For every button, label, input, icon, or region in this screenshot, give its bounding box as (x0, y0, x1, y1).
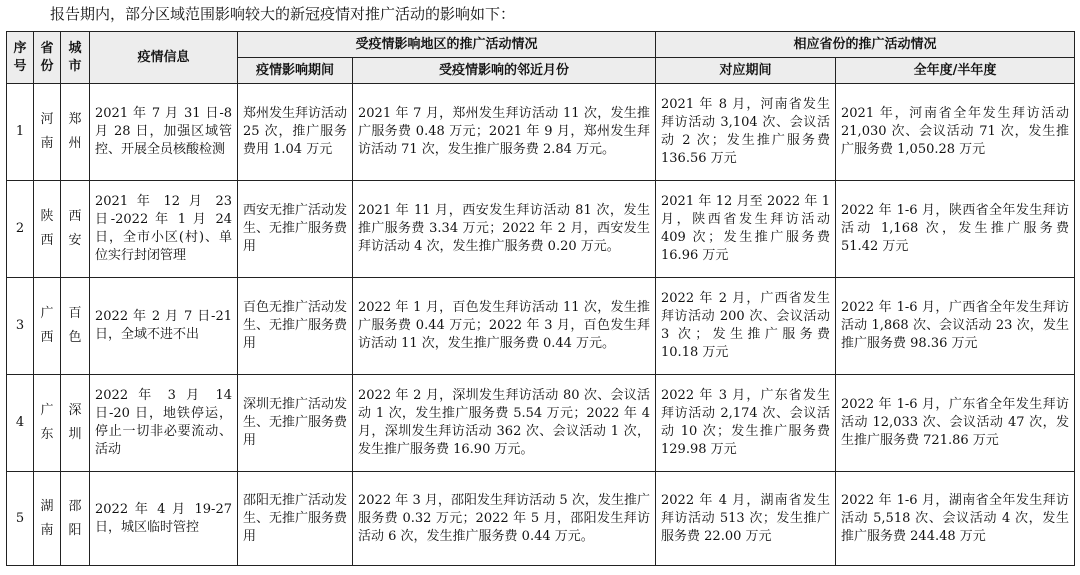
cell-corresponding: 2021 年 12 月至 2022 年 1 月，陕西省发生拜访活动 409 次；发生推广服务费 16.96 万元 (656, 181, 836, 278)
cell-city: 邵阳 (61, 472, 90, 566)
cell-city: 深圳 (61, 375, 90, 472)
cell-seq: 1 (7, 84, 34, 181)
cell-seq: 4 (7, 375, 34, 472)
cell-period: 邵阳无推广活动发生、无推广服务费用 (238, 472, 353, 566)
cell-full-year: 2022 年 1-6 月，陕西省全年发生拜访活动 1,168 次，发生推广服务费 51.42 万元 (836, 181, 1075, 278)
header-seq: 序号 (7, 32, 34, 84)
cell-city: 郑州 (61, 84, 90, 181)
cell-city: 百色 (61, 278, 90, 375)
header-city: 城市 (61, 32, 90, 84)
cell-province: 湖南 (34, 472, 61, 566)
cell-info: 2021 年 7 月 31 日-8 月 28 日，加强区域管控、开展全员核酸检测 (90, 84, 238, 181)
table-row (7, 181, 1075, 278)
cell-corresponding: 2021 年 8 月，河南省发生拜访活动 3,104 次、会议活动 2 次；发生推广服务费 136.56 万元 (656, 84, 836, 181)
cell-period: 郑州发生拜访活动 25 次，推广服务费用 1.04 万元 (238, 84, 353, 181)
cell-seq: 5 (7, 472, 34, 566)
header-epidemic-info: 疫情信息 (90, 32, 238, 84)
cell-corresponding: 2022 年 3 月，广东省发生拜访活动 2,174 次、会议活动 10 次；发生推广服务费 129.98 万元 (656, 375, 836, 472)
cell-province: 广东 (34, 375, 61, 472)
cell-city: 西安 (61, 181, 90, 278)
header-province-group: 相应省份的推广活动情况 (656, 32, 1075, 58)
header-full-year: 全年度/半年度 (836, 58, 1075, 84)
cell-province: 广西 (34, 278, 61, 375)
table-row (7, 84, 1075, 181)
cell-corresponding: 2022 年 2 月，广西省发生拜访活动 200 次、会议活动 3 次；发生推广服务费 10.18 万元 (656, 278, 836, 375)
cell-corresponding: 2022 年 4 月，湖南省发生拜访活动 513 次；发生推广服务费 22.00 万元 (656, 472, 836, 566)
cell-full-year: 2022 年 1-6 月，广西省全年发生拜访活动 1,868 次、会议活动 23 次，发生推广服务费 98.36 万元 (836, 278, 1075, 375)
cell-period: 百色无推广活动发生、无推广服务费用 (238, 278, 353, 375)
table-row (7, 278, 1075, 375)
cell-nearby: 2022 年 1 月，百色发生拜访活动 11 次，发生推广服务费 0.44 万元；2022 年 3 月，百色发生拜访活动 11 次，发生推广服务费 0.44 万元。 (353, 278, 656, 375)
cell-seq: 3 (7, 278, 34, 375)
cell-seq: 2 (7, 181, 34, 278)
epidemic-impact-table (6, 31, 1075, 566)
cell-period: 西安无推广活动发生、无推广服务费用 (238, 181, 353, 278)
cell-full-year: 2022 年 1-6 月，广东省全年发生拜访活动 12,033 次、会议活动 47 次，发生推广服务费 721.86 万元 (836, 375, 1075, 472)
cell-period: 深圳无推广活动发生、无推广服务费用 (238, 375, 353, 472)
cell-info: 2022 年 2 月 7 日-21 日，全域不进不出 (90, 278, 238, 375)
cell-full-year: 2022 年 1-6 月，湖南省全年发生拜访活动 5,518 次、会议活动 4 次，发生推广服务费 244.48 万元 (836, 472, 1075, 566)
header-affected-group: 受疫情影响地区的推广活动情况 (238, 32, 656, 58)
header-province: 省份 (34, 32, 61, 84)
table-row (7, 375, 1075, 472)
cell-info: 2021 年 12 月 23 日-2022 年 1 月 24 日，全市小区(村)、单位实行封闭管理 (90, 181, 238, 278)
cell-nearby: 2022 年 2 月，深圳发生拜访活动 80 次、会议活动 1 次，发生推广服务费 5.54 万元；2022 年 4 月，深圳发生拜访活动 362 次、会议活动 1 次，发生推广服务费 16.90 万元。 (353, 375, 656, 472)
intro-paragraph: 报告期内，部分区域范围影响较大的新冠疫情对推广活动的影响如下： (50, 5, 516, 23)
cell-full-year: 2021 年，河南省全年发生拜访活动 21,030 次、会议活动 71 次，发生推广服务费 1,050.28 万元 (836, 84, 1075, 181)
table-row (7, 472, 1075, 566)
cell-province: 陕西 (34, 181, 61, 278)
header-nearby-months: 受疫情影响的邻近月份 (353, 58, 656, 84)
header-affected-period: 疫情影响期间 (238, 58, 353, 84)
cell-nearby: 2021 年 7 月，郑州发生拜访活动 11 次，发生推广服务费 0.48 万元；2021 年 9 月，郑州发生拜访活动 71 次，发生推广服务费 2.84 万元。 (353, 84, 656, 181)
cell-info: 2022 年 3 月 14 日-20 日，地铁停运，停止一切非必要流动、活动 (90, 375, 238, 472)
cell-nearby: 2021 年 11 月，西安发生拜访活动 81 次，发生推广服务费 3.34 万元；2022 年 2 月，西安发生拜访活动 4 次，发生推广服务费 0.20 万元。 (353, 181, 656, 278)
cell-info: 2022 年 4 月 19-27 日，城区临时管控 (90, 472, 238, 566)
header-corresponding-period: 对应期间 (656, 58, 836, 84)
cell-province: 河南 (34, 84, 61, 181)
cell-nearby: 2022 年 3 月，邵阳发生拜访活动 5 次，发生推广服务费 0.32 万元；2022 年 5 月，邵阳发生拜访活动 6 次，发生推广服务费 0.44 万元。 (353, 472, 656, 566)
